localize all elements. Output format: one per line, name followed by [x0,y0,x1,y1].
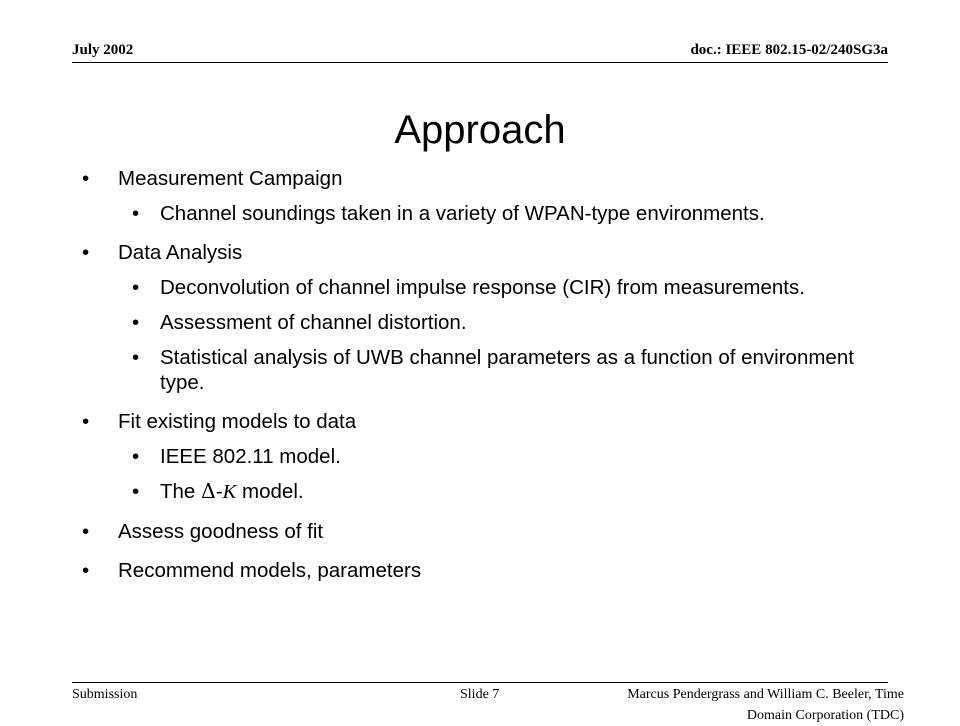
bullet-text: Assessment of channel distortion. [160,311,467,334]
header-date: July 2002 [72,42,134,58]
footer-authors-line1: Marcus Pendergrass and William C. Beeler, Time [627,687,904,702]
sub-bullet-statistical-analysis [80,345,890,395]
text-post: model. [236,480,304,503]
sub-bullet-deconvolution [80,275,890,300]
bullet-text: Fit existing models to data [118,410,357,433]
bullet-fit-models [80,409,890,434]
dash-symbol: - [215,480,223,503]
bullet-text [160,480,304,503]
bullet-goodness-of-fit [80,519,890,544]
bullet-measurement-campaign [80,166,890,191]
bullet-icon: • [132,311,140,334]
bullet-text: Assess goodness of fit [118,520,324,543]
k-symbol: K [222,481,237,503]
bullet-icon: • [82,167,90,190]
footer-authors-line2: Domain Corporation (TDC) [746,708,904,723]
header-doc-id: doc.: IEEE 802.15-02/240SG3a [690,42,888,58]
delta-symbol: Δ [201,479,216,503]
bullet-text: Data Analysis [118,241,243,264]
bullet-text: Channel soundings taken in a variety of WPAN-type environments. [160,202,765,225]
header-rule [72,62,888,63]
bullet-data-analysis [80,240,890,265]
sub-bullet-delta-k-model [80,479,890,505]
text-pre: The [160,480,202,503]
bullet-icon: • [132,445,140,468]
bullet-icon: • [82,241,90,264]
bullet-icon: • [82,410,90,433]
slide-title: Approach [394,108,566,152]
footer-rule [72,682,888,683]
sub-bullet-ieee-model [80,444,890,469]
bullet-icon: • [132,276,140,299]
bullet-icon: • [132,346,140,369]
sub-bullet-channel-soundings [80,201,890,226]
bullet-icon: • [82,559,90,582]
sub-bullet-distortion [80,310,890,335]
bullet-icon: • [82,520,90,543]
bullet-icon: • [132,480,140,503]
bullet-text: Recommend models, parameters [118,559,422,582]
footer-slide-number: Slide 7 [460,687,500,702]
bullet-text: Deconvolution of channel impulse response (CIR) from measurements. [160,276,805,299]
bullet-icon: • [132,202,140,225]
bullet-list [80,166,890,583]
footer-submission: Submission [72,687,138,702]
bullet-recommend-models [80,558,890,583]
bullet-text: Measurement Campaign [118,167,343,190]
bullet-text: Statistical analysis of UWB channel parameters as a function of environment type. [160,346,854,394]
bullet-text: IEEE 802.11 model. [160,445,341,468]
